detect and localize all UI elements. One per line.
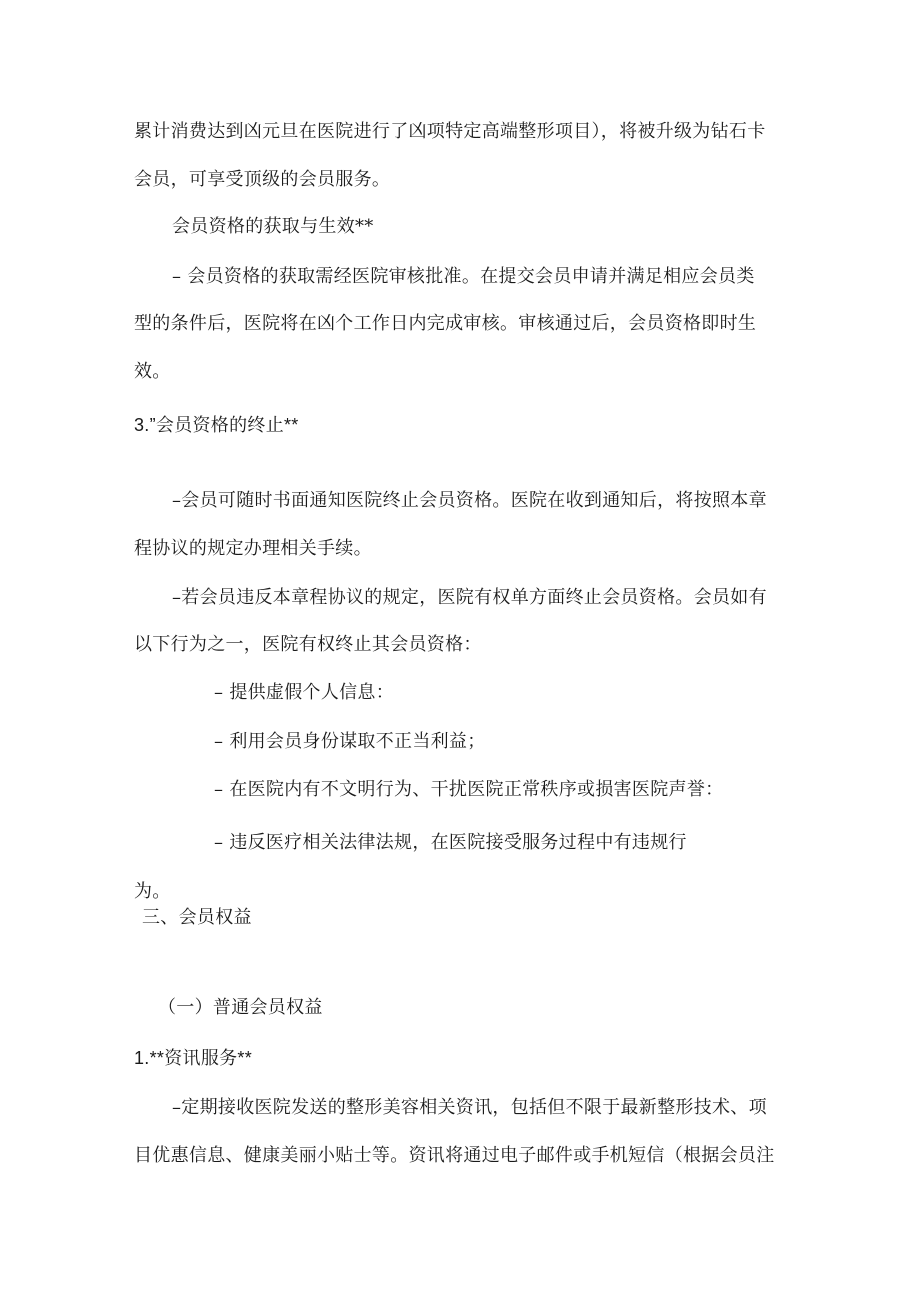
paragraph-line: 累计消费达到凶元旦在医院进行了凶项特定高端整形项目），将被升级为钻石卡 [134,121,766,142]
subsection-title-regular-benefits: （一）普通会员权益 [158,997,323,1018]
list-item: – 提供虚假个人信息： [214,682,395,703]
paragraph-line: –会员可随时书面通知医院终止会员资格。医院在收到通知后，将按照本章 [172,490,767,511]
paragraph-line: 会员，可享受顶级的会员服务。 [134,169,391,190]
paragraph-line: – 会员资格的获取需经医院审核批准。在提交会员申请并满足相应会员类 [172,266,755,287]
paragraph-line: 以下行为之一，医院有权终止其会员资格： [134,634,482,655]
list-item: – 利用会员身份谋取不正当利益； [214,731,486,752]
paragraph-line: 效。 [134,361,171,382]
list-item: – 在医院内有不文明行为、干扰医院正常秩序或损害医院声誉： [214,779,724,800]
paragraph-line: 程协议的规定办理相关手续。 [134,538,372,559]
subheading-membership-acquisition: 会员资格的获取与生效** [172,216,374,237]
list-item-continuation: 为。 [134,881,171,902]
paragraph-line: 型的条件后，医院将在凶个工作日内完成审核。审核通过后，会员资格即时生 [134,313,757,334]
section-title-member-benefits: 三、会员权益 [142,907,252,928]
item-title-information-service: 1.**资讯服务** [134,1048,253,1068]
paragraph-line: 目优惠信息、健康美丽小贴士等。资讯将通过电子邮件或手机短信（根据会员注 [134,1145,775,1166]
paragraph-line: –若会员违反本章程协议的规定，医院有权单方面终止会员资格。会员如有 [172,587,767,608]
paragraph-line: –定期接收医院发送的整形美容相关资讯，包括但不限于最新整形技术、项 [172,1097,767,1118]
subheading-membership-termination: 3.”会员资格的终止** [134,415,299,435]
list-item: – 违反医疗相关法律法规，在医院接受服务过程中有违规行 [214,832,687,853]
